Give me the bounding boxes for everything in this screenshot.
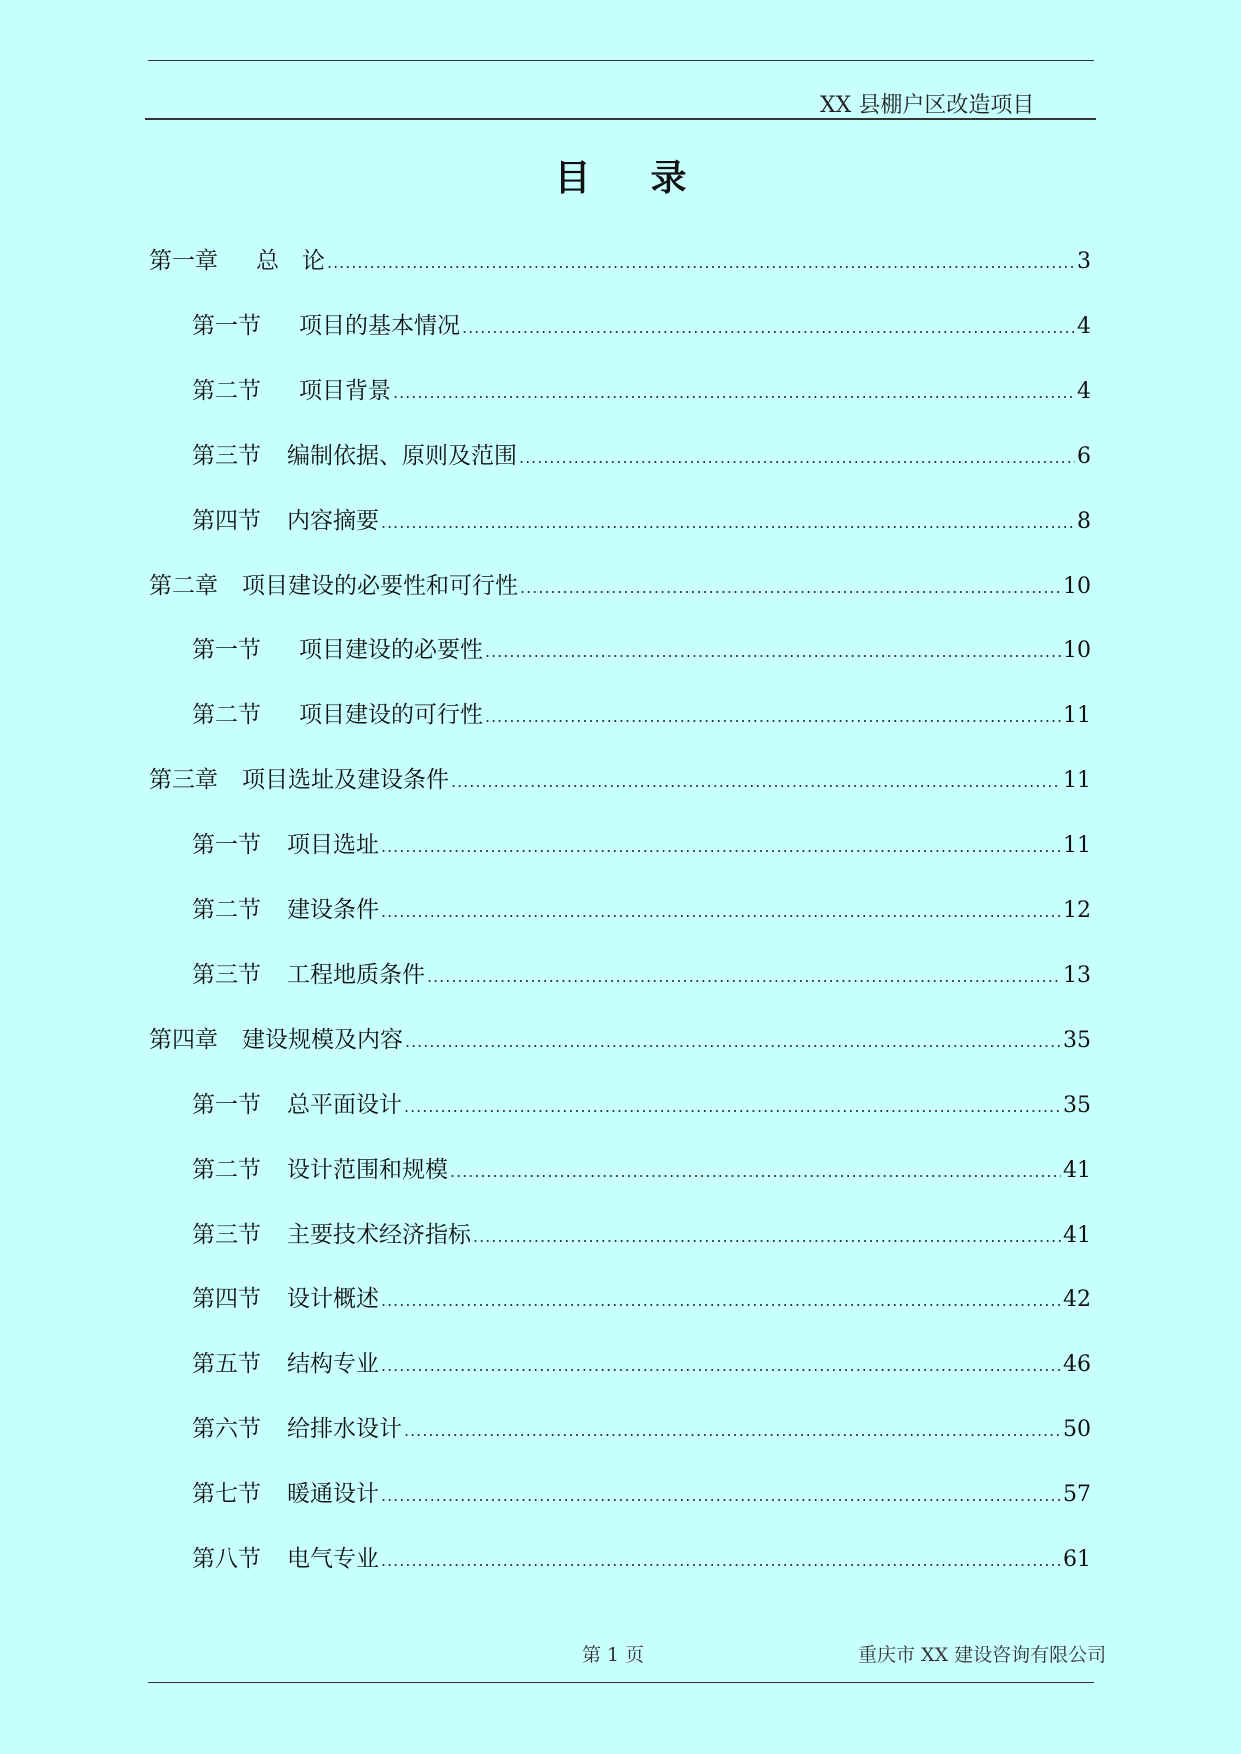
toc-section-entry[interactable]: [192, 1086, 1091, 1120]
toc-entry-label: 第六节: [192, 1416, 261, 1442]
toc-section-entry[interactable]: [192, 826, 1091, 860]
toc-section-entry[interactable]: [192, 437, 1091, 471]
toc-entry-label: 第三节: [192, 962, 261, 988]
toc-entry-label: 第七节: [192, 1481, 261, 1507]
toc-leader-dots: [381, 1551, 1061, 1570]
toc-section-entry[interactable]: [192, 631, 1091, 665]
toc-chapter-entry[interactable]: [149, 242, 1091, 276]
toc-entry-title: 项目背景: [299, 378, 391, 404]
toc-entry-label: 第一节: [192, 313, 261, 339]
toc-leader-dots: [381, 1356, 1061, 1375]
toc-entry-page: 42: [1063, 1287, 1091, 1312]
footer-company: 重庆市 XX 建设咨询有限公司: [858, 1644, 1107, 1666]
toc-entry-label: 第二节: [192, 702, 261, 728]
toc-entry-page: 4: [1077, 379, 1091, 404]
toc-title: [0, 150, 1241, 201]
toc-leader-dots: [381, 902, 1061, 921]
toc-entry-label: 第三节: [192, 1222, 261, 1248]
toc-leader-dots: [405, 1032, 1061, 1051]
toc-entry-title: 设计概述: [287, 1286, 379, 1312]
toc-entry-page: 8: [1077, 509, 1091, 534]
toc-entry-label: 第一节: [192, 1092, 261, 1118]
toc-leader-dots: [450, 1162, 1061, 1181]
toc-entry-title: 暖通设计: [287, 1481, 379, 1507]
toc-leader-dots: [519, 448, 1075, 467]
toc-section-entry[interactable]: [192, 891, 1091, 925]
toc-entry-title: 总 论: [256, 248, 325, 274]
bottom-rule: [148, 1682, 1094, 1683]
toc-leader-dots: [393, 383, 1075, 402]
toc-entry-title: 项目的基本情况: [299, 313, 460, 339]
toc-entry-page: 11: [1063, 703, 1091, 728]
toc-entry-label: 第三节: [192, 443, 261, 469]
toc-leader-dots: [485, 642, 1061, 661]
toc-leader-dots: [404, 1097, 1061, 1116]
toc-entry-page: 4: [1077, 314, 1091, 339]
toc-leader-dots: [381, 513, 1075, 532]
toc-chapter-entry[interactable]: [149, 1021, 1091, 1055]
toc-entry-page: 13: [1063, 963, 1091, 988]
toc-entry-page: 12: [1063, 898, 1091, 923]
toc-leader-dots: [327, 253, 1075, 272]
toc-entry-title: 项目建设的可行性: [299, 702, 483, 728]
header-title: XX 县棚户区改造项目: [820, 93, 1035, 118]
toc-entry-label: 第二节: [192, 378, 261, 404]
toc-section-entry[interactable]: [192, 372, 1091, 406]
toc-section-entry[interactable]: [192, 1540, 1091, 1574]
toc-section-entry[interactable]: [192, 956, 1091, 990]
toc-entry-page: 35: [1063, 1028, 1091, 1053]
toc-entry-page: 46: [1063, 1352, 1091, 1377]
toc-entry-title: 建设规模及内容: [242, 1027, 403, 1053]
toc-title-text: 目录: [554, 157, 747, 199]
toc-section-entry[interactable]: [192, 1475, 1091, 1509]
toc-entry-label: 第四节: [192, 1286, 261, 1312]
toc-leader-dots: [381, 837, 1061, 856]
toc-leader-dots: [520, 578, 1061, 597]
toc-chapter-entry[interactable]: [149, 567, 1091, 601]
toc-entry-page: 11: [1063, 768, 1091, 793]
toc-entry-label: 第一节: [192, 832, 261, 858]
toc-entry-label: 第四章: [149, 1027, 218, 1053]
toc-entry-title: 建设条件: [287, 897, 379, 923]
toc-section-entry[interactable]: [192, 1280, 1091, 1314]
toc-entry-page: 61: [1063, 1547, 1091, 1572]
toc-entry-page: 50: [1063, 1417, 1091, 1442]
toc-entry-title: 项目选址: [287, 832, 379, 858]
toc-leader-dots: [381, 1291, 1061, 1310]
toc-section-entry[interactable]: [192, 502, 1091, 536]
toc-entry-title: 给排水设计: [287, 1416, 402, 1442]
toc-entry-label: 第一章: [149, 248, 218, 274]
toc-section-entry[interactable]: [192, 1216, 1091, 1250]
toc-section-entry[interactable]: [192, 1410, 1091, 1444]
toc-entry-title: 电气专业: [287, 1546, 379, 1572]
toc-entry-page: 35: [1063, 1093, 1091, 1118]
toc-entry-title: 项目建设的必要性和可行性: [242, 573, 518, 599]
toc-entry-title: 结构专业: [287, 1351, 379, 1377]
toc-entry-title: 总平面设计: [287, 1092, 402, 1118]
toc-entry-title: 项目建设的必要性: [299, 637, 483, 663]
toc-chapter-entry[interactable]: [149, 761, 1091, 795]
top-rule: [148, 60, 1094, 61]
toc-entry-label: 第一节: [192, 637, 261, 663]
toc-section-entry[interactable]: [192, 696, 1091, 730]
toc-entry-label: 第五节: [192, 1351, 261, 1377]
toc-entry-label: 第三章: [149, 767, 218, 793]
footer-page-number: 第 1 页: [582, 1644, 645, 1666]
toc-entry-label: 第八节: [192, 1546, 261, 1572]
toc-entry-label: 第二章: [149, 573, 218, 599]
toc-leader-dots: [462, 318, 1075, 337]
toc-section-entry[interactable]: [192, 1345, 1091, 1379]
toc-entry-page: 41: [1063, 1158, 1091, 1183]
toc-section-entry[interactable]: [192, 1151, 1091, 1185]
toc-entry-title: 项目选址及建设条件: [242, 767, 449, 793]
toc-entry-label: 第四节: [192, 508, 261, 534]
toc-entry-title: 主要技术经济指标: [287, 1222, 471, 1248]
toc-entry-page: 41: [1063, 1223, 1091, 1248]
toc-entry-title: 内容摘要: [287, 508, 379, 534]
toc-entry-page: 6: [1077, 444, 1091, 469]
toc-leader-dots: [485, 707, 1061, 726]
toc-entry-label: 第二节: [192, 897, 261, 923]
toc-entry-title: 编制依据、原则及范围: [287, 443, 517, 469]
toc-leader-dots: [473, 1227, 1061, 1246]
toc-entry-page: 57: [1063, 1482, 1091, 1507]
toc-leader-dots: [404, 1421, 1061, 1440]
toc-entry-title: 工程地质条件: [287, 962, 425, 988]
toc-entry-title: 设计范围和规模: [287, 1157, 448, 1183]
toc-leader-dots: [381, 1486, 1061, 1505]
header-rule: [145, 118, 1096, 120]
toc-leader-dots: [427, 967, 1061, 986]
toc-entry-page: 10: [1063, 638, 1091, 663]
toc-entry-page: 10: [1063, 574, 1091, 599]
toc-leader-dots: [451, 772, 1061, 791]
toc-entry-label: 第二节: [192, 1157, 261, 1183]
toc-section-entry[interactable]: [192, 307, 1091, 341]
toc-entry-page: 3: [1077, 249, 1091, 274]
toc-entry-page: 11: [1063, 833, 1091, 858]
